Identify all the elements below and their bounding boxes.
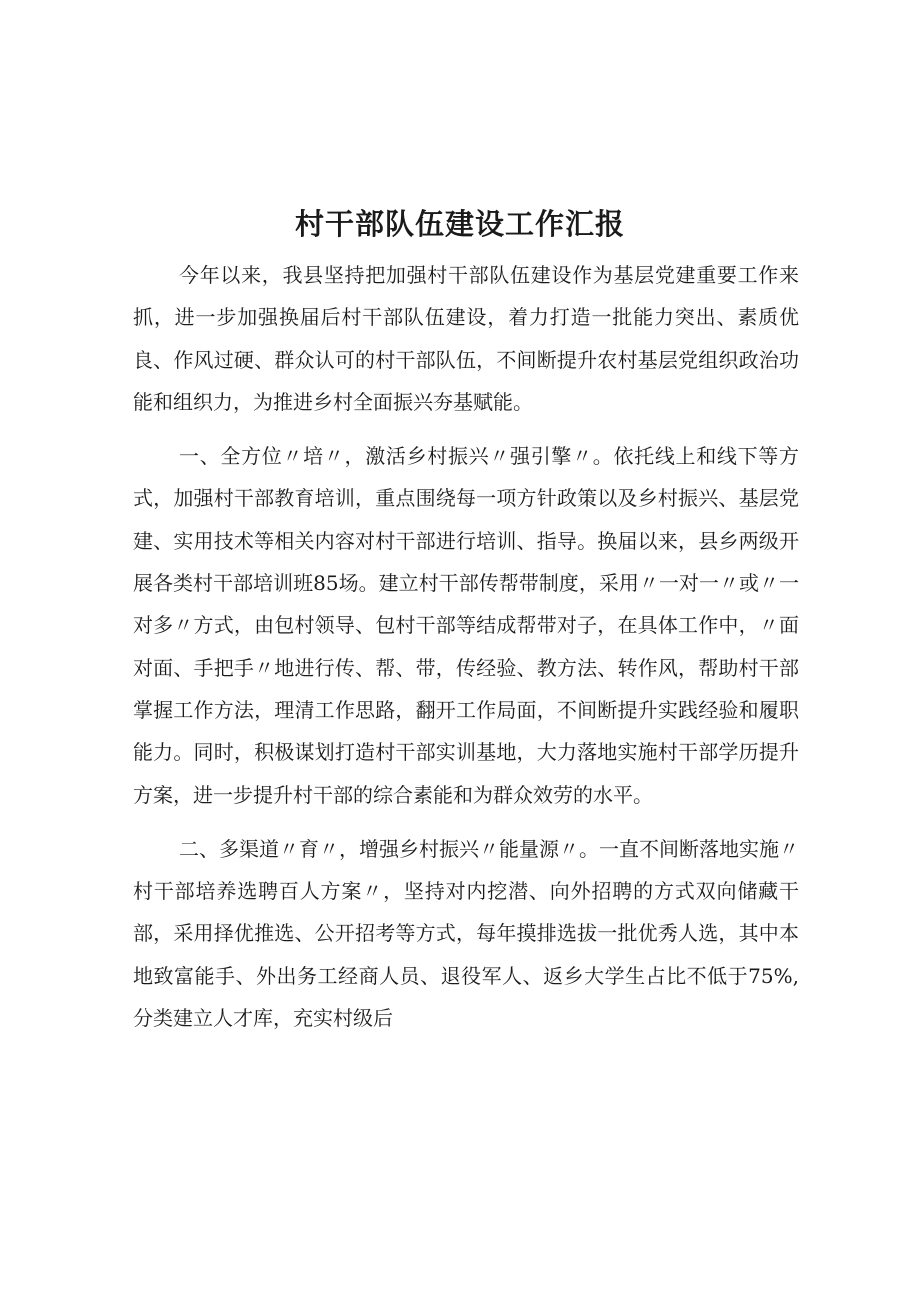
document-body: [133, 254, 799, 1051]
document-title: 村干部队伍建设工作汇报: [294, 207, 625, 241]
paragraph-intro: 今年以来，我县坚持把加强村干部队伍建设作为基层党建重要工作来抓，进一步加强换届后村干部队伍建设，着力打造一批能力突出、素质优良、作风过硬、群众认可的村干部队伍，不间断提升农村基层党组织政治功能和组织力，为推进乡村全面振兴夯基赋能。: [133, 263, 799, 414]
paragraph-section-2: 二、多渠道〃育〃，增强乡村振兴〃能量源〃。一直不间断落地实施〃村干部培养选聘百人方案〃，坚持对内挖潜、向外招聘的方式双向储藏干部，采用择优推选、公开招考等方式，每年摸排选拔一批优秀人选，其中本地致富能手、外出务工经商人员、退役军人、返乡大学生占比不低于75%,分类建立人才库，充实村级后: [133, 836, 799, 1031]
paragraph-section-1: 一、全方位〃培〃，激活乡村振兴〃强引擎〃。依托线上和线下等方式，加强村干部教育培训，重点围绕每一项方针政策以及乡村振兴、基层党建、实用技术等相关内容对村干部进行培训、指导。换届以来，县乡两级开展各类村干部培训班85场。建立村干部传帮带制度，采用〃一对一〃或〃一对多〃方式，由包村领导、包村干部等结成帮带对子，在具体工作中，〃面对面、手把手〃地进行传、帮、带，传经验、教方法、转作风，帮助村干部掌握工作方法，理清工作思路，翻开工作局面，不间断提升实践经验和履职能力。同时，积极谋划打造村干部实训基地，大力落地实施村干部学历提升方案，进一步提升村干部的综合素能和为群众效劳的水平。: [133, 444, 799, 807]
